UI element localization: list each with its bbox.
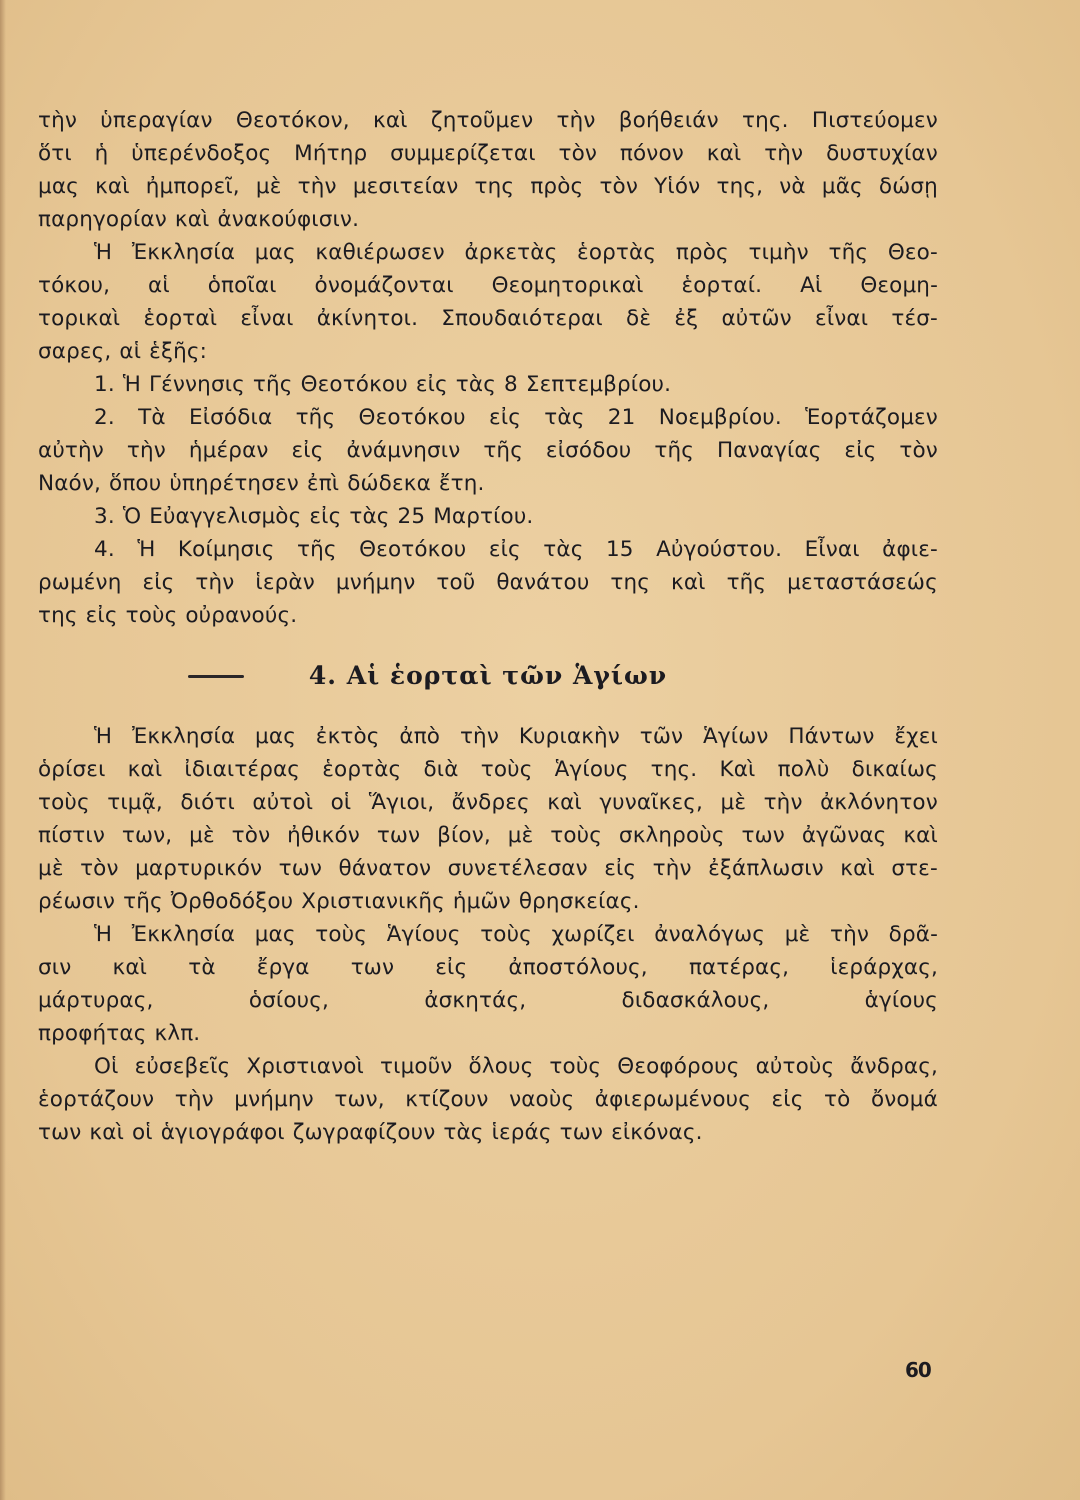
paragraph-4	[38, 918, 938, 1050]
text-line: πίστιν των, μὲ τὸν ἠθικόν των βίον, μὲ τοὺς σκληροὺς των ἀγῶνας καὶ	[38, 823, 938, 848]
list-item: 1. Ἡ Γέννησις τῆς Θεοτόκου εἰς τὰς 8 Σεπτεμβρίου.	[94, 372, 672, 397]
text-line: ρωμένη εἰς τὴν ἱερὰν μνήμην τοῦ θανάτου της καὶ τῆς μεταστάσεώς	[38, 570, 938, 595]
page-text	[38, 104, 938, 1149]
text-line: σιν καὶ τὰ ἔργα των εἰς ἀποστόλους, πατέρας, ἱεράρχας,	[38, 955, 938, 980]
text-line: ὅτι ἡ ὑπερένδοξος Μήτηρ συμμερίζεται τὸν πόνον καὶ τὴν δυστυχίαν	[38, 141, 938, 166]
list-item: 2. Τὰ Εἰσόδια τῆς Θεοτόκου εἰς τὰς 21 Νοεμβρίου. Ἑορτάζομεν	[94, 405, 938, 430]
text-line: τόκου, αἱ ὁποῖαι ὀνομάζονται Θεομητορικαὶ ἑορταί. Αἱ Θεομη-	[38, 273, 938, 298]
list-item: 3. Ὁ Εὐαγγελισμὸς εἰς τὰς 25 Μαρτίου.	[94, 504, 534, 529]
page-number: 60	[905, 1358, 931, 1382]
paragraph-2	[38, 236, 938, 368]
list-item: 4. Ἡ Κοίμησις τῆς Θεοτόκου εἰς τὰς 15 Αὐγούστου. Εἶναι ἀφιε-	[94, 537, 938, 562]
text-line: τορικαὶ ἑορταὶ εἶναι ἀκίνητοι. Σπουδαιότεραι δὲ ἐξ αὐτῶν εἶναι τέσ-	[38, 306, 938, 331]
text-line: τοὺς τιμᾷ, διότι αὐτοὶ οἱ Ἅγιοι, ἄνδρες καὶ γυναῖκες, μὲ τὴν ἀκλόνητον	[38, 790, 938, 815]
heading-dash-ornament	[188, 675, 244, 678]
text-line: σαρες, αἱ ἑξῆς:	[38, 339, 208, 364]
section-heading-text: 4. Αἱ ἑορταὶ τῶν Ἁγίων	[308, 661, 668, 690]
text-line: Ἡ Ἐκκλησία μας καθιέρωσεν ἀρκετὰς ἑορτὰς πρὸς τιμὴν τῆς Θεο-	[94, 240, 938, 265]
text-line: Ἡ Ἐκκλησία μας τοὺς Ἁγίους τοὺς χωρίζει ἀναλόγως μὲ τὴν δρᾶ-	[94, 922, 938, 947]
feast-list	[38, 368, 938, 632]
text-line: μας καὶ ἠμπορεῖ, μὲ τὴν μεσιτείαν της πρὸς τὸν Υἱόν της, νὰ μᾶς δώσῃ	[38, 174, 938, 199]
text-line: προφήτας κλπ.	[38, 1021, 201, 1046]
text-line: Οἱ εὐσεβεῖς Χριστιανοὶ τιμοῦν ὅλους τοὺς Θεοφόρους αὐτοὺς ἄνδρας,	[94, 1054, 938, 1079]
text-line: Ναόν, ὅπου ὑπηρέτησεν ἐπὶ δώδεκα ἔτη.	[38, 471, 485, 496]
page-edge-shadow	[0, 0, 6, 1500]
text-line: μάρτυρας, ὁσίους, ἀσκητάς, διδασκάλους, ἁγίους	[38, 988, 938, 1013]
paragraph-3	[38, 720, 938, 918]
text-line: Ἡ Ἐκκλησία μας ἐκτὸς ἀπὸ τὴν Κυριακὴν τῶν Ἁγίων Πάντων ἔχει	[94, 724, 938, 749]
text-line: τὴν ὑπεραγίαν Θεοτόκον, καὶ ζητοῦμεν τὴν βοήθειάν της. Πιστεύομεν	[38, 108, 938, 133]
text-line: των καὶ οἱ ἁγιογράφοι ζωγραφίζουν τὰς ἱεράς των εἰκόνας.	[38, 1120, 703, 1145]
text-line: ἑορτάζουν τὴν μνήμην των, κτίζουν ναοὺς ἀφιερωμένους εἰς τὸ ὄνομά	[38, 1087, 938, 1112]
text-line: της εἰς τοὺς οὐρανούς.	[38, 603, 298, 628]
paragraph-5	[38, 1050, 938, 1149]
paragraph-1	[38, 104, 938, 236]
text-line: αὐτὴν τὴν ἡμέραν εἰς ἀνάμνησιν τῆς εἰσόδου τῆς Παναγίας εἰς τὸν	[38, 438, 938, 463]
text-line: μὲ τὸν μαρτυρικόν των θάνατον συνετέλεσαν εἰς τὴν ἐξάπλωσιν καὶ στε-	[38, 856, 938, 881]
text-line: ὁρίσει καὶ ἰδιαιτέρας ἑορτὰς διὰ τοὺς Ἁγίους της. Καὶ πολὺ δικαίως	[38, 757, 938, 782]
text-line: ρέωσιν τῆς Ὀρθοδόξου Χριστιανικῆς ἡμῶν θρησκείας.	[38, 889, 640, 914]
section-heading	[38, 632, 938, 720]
text-line: παρηγορίαν καὶ ἀνακούφισιν.	[38, 207, 360, 232]
